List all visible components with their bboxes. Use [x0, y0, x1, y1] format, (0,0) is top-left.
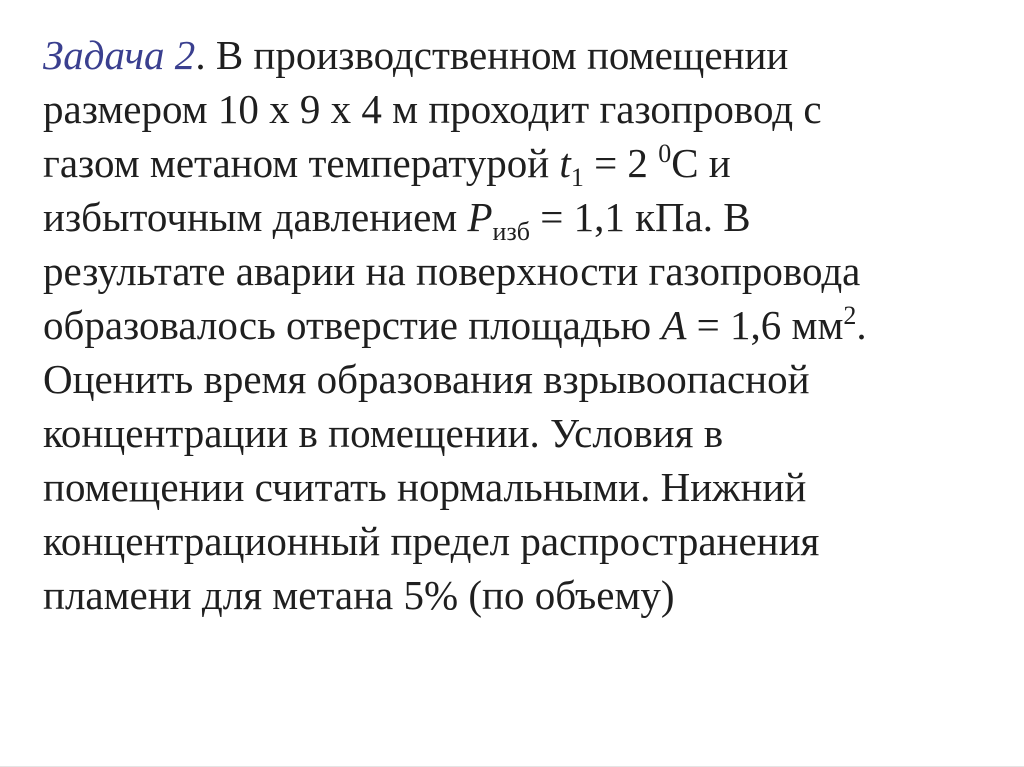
task-line-6 [43, 298, 983, 352]
task-line-3 [43, 136, 983, 190]
task-text-segment: избыточным давлением [43, 194, 468, 240]
area-symbol: A [661, 302, 687, 348]
task-line-10: концентрационный предел распространения [43, 518, 820, 564]
task-line-1 [43, 28, 983, 82]
area-tail: . [856, 302, 867, 348]
task-line-2: размером 10 х 9 х 4 м проходит газопровод с [43, 86, 822, 132]
temperature-unit: С и [671, 140, 731, 186]
task-text-segment: . В производственном помещении [195, 32, 789, 78]
task-line-9: помещении считать нормальными. Нижний [43, 464, 807, 510]
task-line-4 [43, 190, 983, 244]
area-value: = 1,6 мм [686, 302, 844, 348]
temperature-subscript: 1 [570, 163, 584, 192]
area-superscript: 2 [843, 301, 857, 330]
task-text-segment: образовалось отверстие площадью [43, 302, 662, 348]
task-line-11: пламени для метана 5% (по объему) [43, 572, 675, 618]
task-statement [43, 28, 983, 622]
pressure-subscript: изб [492, 217, 530, 246]
temperature-value: = 2 [583, 140, 659, 186]
temperature-symbol: t [559, 140, 571, 186]
task-line-5: результате аварии на поверхности газопровода [43, 248, 861, 294]
pressure-value: = 1,1 кПа. В [529, 194, 751, 240]
task-text-segment: газом метаном температурой [43, 140, 560, 186]
task-label: Задача 2 [43, 32, 196, 78]
task-line-7: Оценить время образования взрывоопасной [43, 356, 810, 402]
pressure-symbol: P [467, 194, 493, 240]
degree-superscript: 0 [658, 139, 672, 168]
task-line-8: концентрации в помещении. Условия в [43, 410, 724, 456]
